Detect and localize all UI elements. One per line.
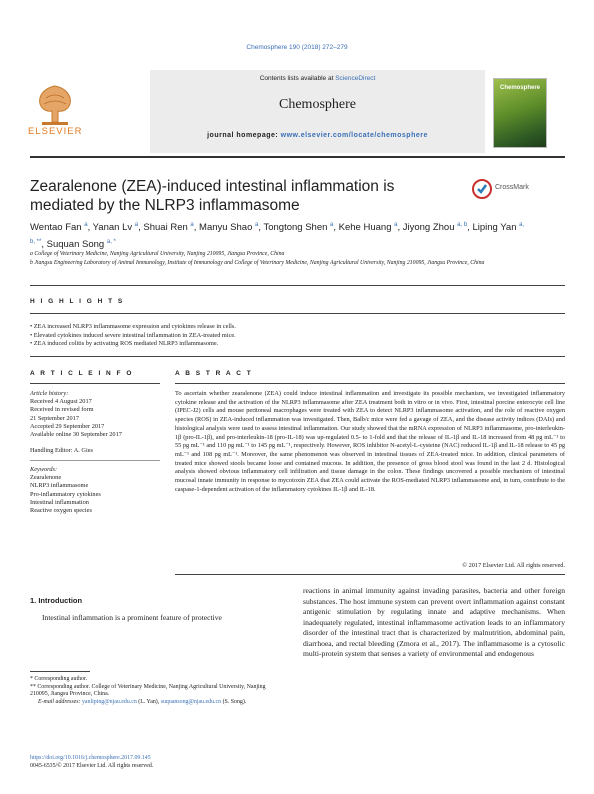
author-name: Shuai Ren xyxy=(143,222,188,234)
footnote-corresponding-2: ** Corresponding author. College of Veterinary Medicine, Nanjing Agricultural University, Nanjing 210095, Jiangsu Province, China. xyxy=(30,683,266,698)
introduction-text-left: Intestinal inflammation is a prominent feature of protective xyxy=(42,613,222,622)
keyword: NLRP3 inflammasome xyxy=(30,482,89,490)
article-info-heading: A R T I C L E I N F O xyxy=(30,370,134,377)
author-list: Wentao Fan $^a$, Yanan Lv $^a$, Shuai Ren $^a$, Manyu Shao $^a$, Tongtong Shen $^a$, Kehe Huang $^a$, Jiyong Zhou $^{a, b}$, Liping Yan $^{a, b, **}$, Suquan Song $^{a, *}$ xyxy=(30,222,525,251)
author-affiliation-mark[interactable]: a xyxy=(394,222,398,228)
handling-editor: Handling Editor: A. Gies xyxy=(30,447,93,455)
abstract-heading: A B S T R A C T xyxy=(175,370,253,377)
affiliation-b: b Jiangsu Engineering Laboratory of Animal Immunology, Institute of Immunology and College of Veterinary Medicine, Nanjing Agricultural University, Nanjing 210095, Jiangsu Province, China xyxy=(30,260,485,266)
crossmark-icon xyxy=(472,179,492,199)
divider-abstract xyxy=(175,383,565,384)
history-line: Available online 30 September 2017 xyxy=(30,431,122,439)
highlights-heading: H I G H L I G H T S xyxy=(30,298,125,305)
history-line: Received 4 August 2017 xyxy=(30,398,92,406)
highlight-item: • ZEA increased NLRP3 inflammasome expression and cytokines release in cells. xyxy=(30,323,550,332)
introduction-text-right: reactions in animal immunity against invading parasites, bacteria and other foreign substances. The host immune system can prevent overt inflammation against constant antigenic stimulation by regulating innate and adaptive mechanisms. When inadequately regulated, intestinal inflammasome activation leads to an inflammatory disorder of the intestinal tract that is characterized by malnutrition, abdominal pain, diarrhoea, and rectal bleeding (Zmora et al., 2017). The inflammasome is a cytosolic multi-protein system that senses a variety of environmental and endogenous xyxy=(303,586,565,658)
author-name: Tongtong Shen xyxy=(263,222,328,234)
journal-cover-image xyxy=(493,78,547,148)
article-title: Zearalenone (ZEA)-induced intestinal inflammation is mediated by the NLRP3 inflammasome xyxy=(30,178,395,214)
doi-link[interactable]: https://doi.org/10.1016/j.chemosphere.2017.09.145 xyxy=(30,755,151,761)
highlight-item: • ZEA induced colitis by activating ROS mediated NLRP3 inflammasome. xyxy=(30,340,550,349)
sciencedirect-link[interactable]: ScienceDirect xyxy=(335,75,376,82)
author-name: Manyu Shao xyxy=(199,222,253,234)
divider-keywords xyxy=(30,460,160,461)
divider-highlights xyxy=(30,313,565,314)
highlights-list xyxy=(30,323,550,349)
history-line: Accepted 29 September 2017 xyxy=(30,422,105,430)
introduction-heading: 1. Introduction xyxy=(30,596,83,605)
divider-info-top xyxy=(30,356,565,357)
contents-prefix: Contents lists available at xyxy=(259,75,336,82)
author-affiliation-mark[interactable]: a xyxy=(84,222,88,228)
keywords-block xyxy=(30,466,160,515)
issn-line: 0045-6535/© 2017 Elsevier Ltd. All rights reserved. xyxy=(30,762,154,769)
author-affiliation-mark[interactable]: a, b, ** xyxy=(30,222,525,246)
cover-title: Chemosphere xyxy=(499,85,540,91)
footnote-corresponding: * Corresponding author. xyxy=(30,676,88,682)
crossmark-badge[interactable] xyxy=(472,179,560,199)
history-line: 21 September 2017 xyxy=(30,414,79,422)
highlight-item: • Elevated cytokines induced severe intestinal inflammation in ZEA-treated mice. xyxy=(30,332,550,341)
divider-highlights-top xyxy=(30,285,565,286)
contents-line xyxy=(150,75,485,82)
author-affiliation-mark[interactable]: a xyxy=(190,222,194,228)
publisher-wordmark: ELSEVIER xyxy=(28,126,83,137)
article-history xyxy=(30,390,160,455)
abstract-copyright: © 2017 Elsevier Ltd. All rights reserved. xyxy=(462,562,565,569)
history-label: Article history: xyxy=(30,390,69,397)
email-link-yan[interactable]: yanliping@njau.edu.cn xyxy=(81,698,137,705)
author-affiliation-mark[interactable]: a, * xyxy=(106,239,116,246)
journal-citation: Chemosphere 190 (2018) 272–279 xyxy=(246,44,348,51)
header-rule xyxy=(30,156,565,158)
author-name: Wentao Fan xyxy=(30,222,82,234)
affiliation-a: a College of Veterinary Medicine, Nanjing Agricultural University, Nanjing 210095, Jiangsu Province, China xyxy=(30,251,285,257)
homepage-line xyxy=(150,132,485,139)
homepage-prefix: journal homepage: xyxy=(207,132,281,139)
author-name: Suquan Song xyxy=(46,239,105,251)
author-affiliation-mark[interactable]: a xyxy=(134,222,139,228)
author-name: Kehe Huang xyxy=(338,222,392,234)
footnote-emails xyxy=(30,699,285,707)
history-line: Received in revised form xyxy=(30,406,94,414)
homepage-link[interactable]: www.elsevier.com/locate/chemosphere xyxy=(280,132,428,139)
author-name: Liping Yan xyxy=(472,222,517,234)
author-name: Jiyong Zhou xyxy=(402,222,455,234)
author-affiliation-mark[interactable]: a xyxy=(330,222,334,228)
author-name: Yanan Lv xyxy=(92,222,133,234)
keyword: Zearalenone xyxy=(30,474,62,482)
footnotes xyxy=(30,676,285,706)
keyword: Intestinal inflammation xyxy=(30,498,89,506)
abstract-text: To ascertain whether zearalenone (ZEA) could induce intestinal inflammation and investigate its possible mechanism, we investigated inflammatory cytokine release and the activation of the NLRP3 inflammasome after ZEA treatment both in vitro or in vivo. First, intestinal porcine enterocyte cell line (IPEC-J2) cells and mouse peritoneal macrophages were treated with ZEA to detect NLRP3 inflammasome activation, and the role of reactive oxygen species (ROS) in ZEA-induced inflammation was investigated. Then, Balb/c mice were fed a gavage of ZEA, and the disease activity indices (DAIs) and histological analysis were used to assess intestinal inflammation. Our study showed that the mRNA expression of NLRP3 inflammasome, pro-interleukin-1β (pro-IL-1β), and pro-interleukin-18 (pro-IL-18) was up-regulated 0.5- to 1-fold and that the release of IL-1β and IL-18 increased from 48 pg mL⁻¹ to 55 pg mL⁻¹ and 110 pg mL⁻¹ to 145 pg mL⁻¹, respectively. However, ROS inhibitor N-acetyl-L-cysteine (NAC) reduced IL-1β and IL-18 release to 45 pg mL⁻¹ and 108 pg mL⁻¹. Moreover, the same phenomenon was observed in intestinal tissues of ZEA-treated mice. In addition, clinical parameters of treated mice showed stools became loose and contained mucous. In addition, the presence of gross blood stool was found in the last 2 d. Histological analysis showed obvious inflammatory cell infiltration and tissue damage in the colon. These findings uncovered a possible mechanism of intestinal mucosal innate immunity in response to mycotoxin ZEA that ZEA could activate the ROS-mediated NLRP3 inflammasome and, in turn, contribute to the caspase-1-dependent activation of the inflammatory cytokines IL-1β and IL-18. xyxy=(175,390,565,493)
author-affiliation-mark[interactable]: a, b xyxy=(457,222,468,228)
elsevier-tree-logo-icon xyxy=(30,78,80,128)
keyword: Reactive oxygen species xyxy=(30,507,92,515)
email-name-song: (S. Song). xyxy=(221,698,247,705)
crossmark-label: CrossMark xyxy=(495,184,529,191)
keywords-label: Keywords: xyxy=(30,466,58,473)
email-name-yan: (L. Yan), xyxy=(136,698,161,705)
journal-name: Chemosphere xyxy=(279,97,356,112)
keyword: Pro-inflammatory cytokines xyxy=(30,490,101,498)
footnote-rule xyxy=(30,671,90,672)
author-affiliation-mark[interactable]: a xyxy=(255,222,259,228)
email-link-song[interactable]: suquansong@njau.edu.cn xyxy=(160,698,222,705)
email-label: E-mail addresses: xyxy=(38,698,82,705)
divider-abstract-bottom xyxy=(175,574,565,575)
doi-block xyxy=(30,755,290,770)
divider-info xyxy=(30,383,160,384)
